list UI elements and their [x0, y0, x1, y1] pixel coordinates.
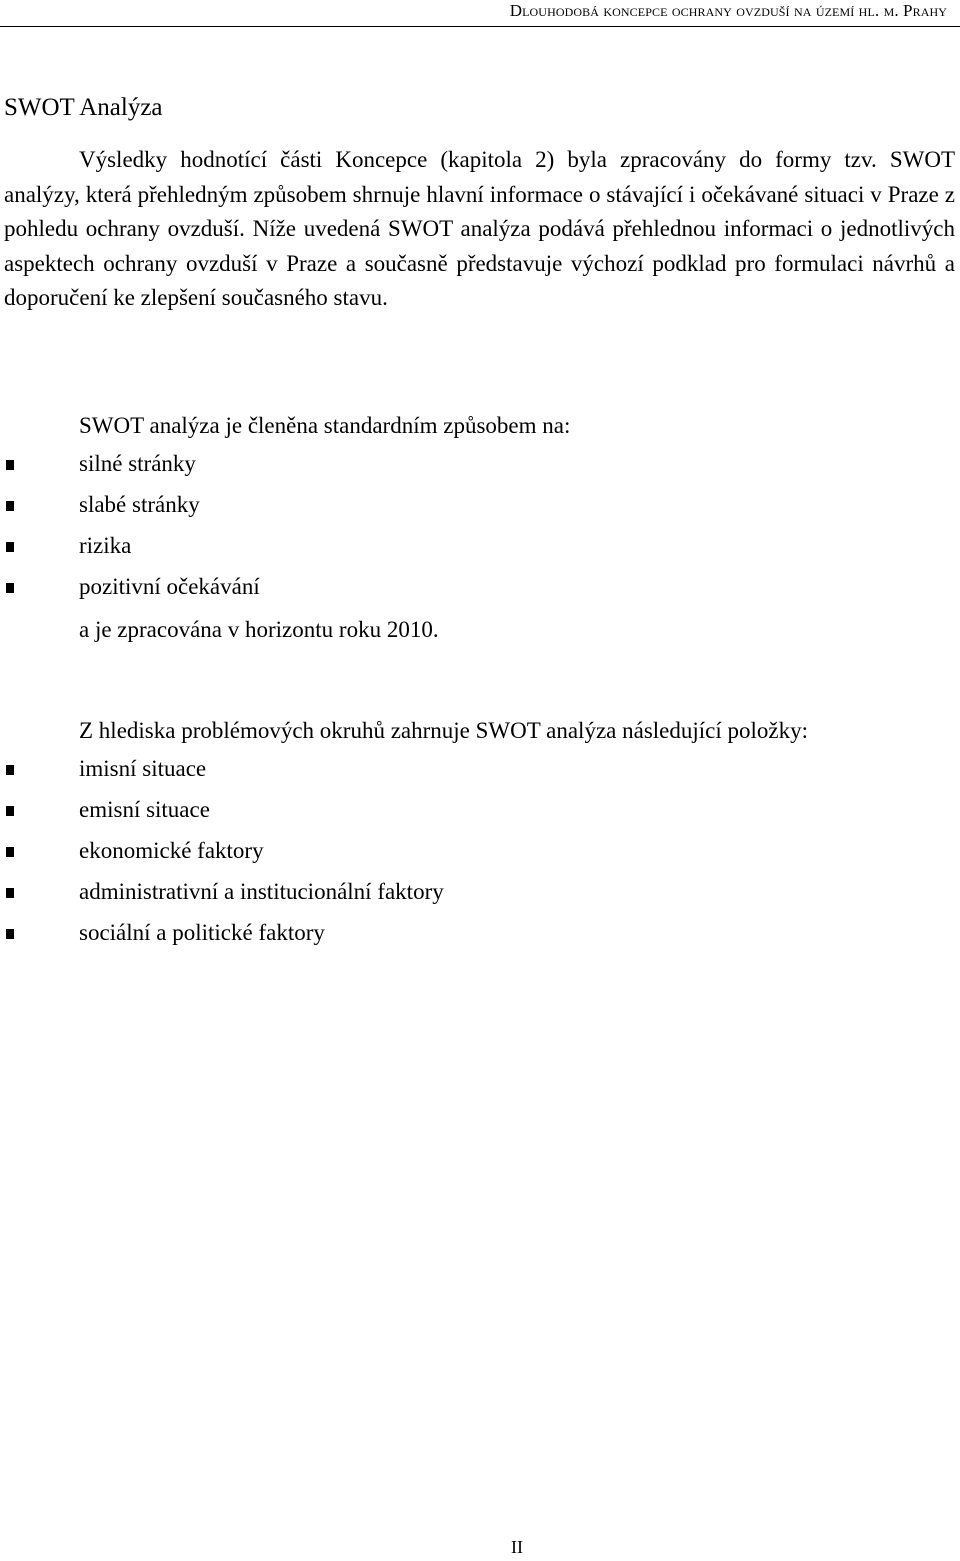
swot-topics-intro: Z hlediska problémových okruhů zahrnuje SWOT analýza následující položky:	[79, 718, 808, 743]
swot-structure-list	[0, 443, 960, 607]
list-item	[0, 443, 960, 484]
swot-structure-block	[0, 409, 960, 647]
list-item-label: emisní situace	[79, 797, 210, 822]
bullet-square-icon	[6, 501, 14, 511]
list-item	[0, 484, 960, 525]
swot-topics-list	[0, 748, 960, 953]
header-rule	[0, 26, 960, 27]
list-item-label: slabé stránky	[79, 492, 200, 517]
list-item-label: sociální a politické faktory	[79, 920, 325, 945]
swot-structure-intro: SWOT analýza je členěna standardním způsobem na:	[79, 413, 571, 438]
list-item	[0, 789, 960, 830]
list-item-label: administrativní a institucionální faktory	[79, 879, 444, 904]
intro-paragraph: Výsledky hodnotící části Koncepce (kapitola 2) byla zpracovány do formy tzv. SWOT analýzy, která přehledným způsobem shrnuje hlavní informace o stávající i očekávané situaci v Praze z pohledu ochrany ovzduší. Níže uvedená SWOT analýza podává přehlednou informaci o jednotlivých aspektech ochrany ovzduší v Praze a současně představuje výchozí podklad pro formulaci návrhů a doporučení ke zlepšení současného stavu.	[4, 147, 955, 311]
bullet-square-icon	[6, 765, 14, 775]
swot-structure-outro: a je zpracována v horizontu roku 2010.	[79, 617, 439, 642]
list-item-label: ekonomické faktory	[79, 838, 264, 863]
bullet-square-icon	[6, 542, 14, 552]
list-item	[0, 525, 960, 566]
list-item-label: silné stránky	[79, 451, 196, 476]
list-item	[0, 871, 960, 912]
bullet-square-icon	[6, 847, 14, 857]
bullet-square-icon	[6, 888, 14, 898]
bullet-square-icon	[6, 929, 14, 939]
list-item-label: pozitivní očekávání	[79, 574, 260, 599]
swot-topics-block	[0, 714, 960, 953]
section-title: SWOT Analýza	[4, 94, 163, 121]
list-item	[0, 830, 960, 871]
running-header: Dlouhodobá koncepce ochrany ovzduší na území hl. m. Prahy	[509, 1, 947, 20]
list-item	[0, 912, 960, 953]
page-number: II	[511, 1537, 523, 1557]
bullet-square-icon	[6, 583, 14, 593]
list-item	[0, 748, 960, 789]
list-item-label: rizika	[79, 533, 132, 558]
list-item	[0, 566, 960, 607]
bullet-square-icon	[6, 460, 14, 470]
bullet-square-icon	[6, 806, 14, 816]
list-item-label: imisní situace	[79, 756, 207, 781]
